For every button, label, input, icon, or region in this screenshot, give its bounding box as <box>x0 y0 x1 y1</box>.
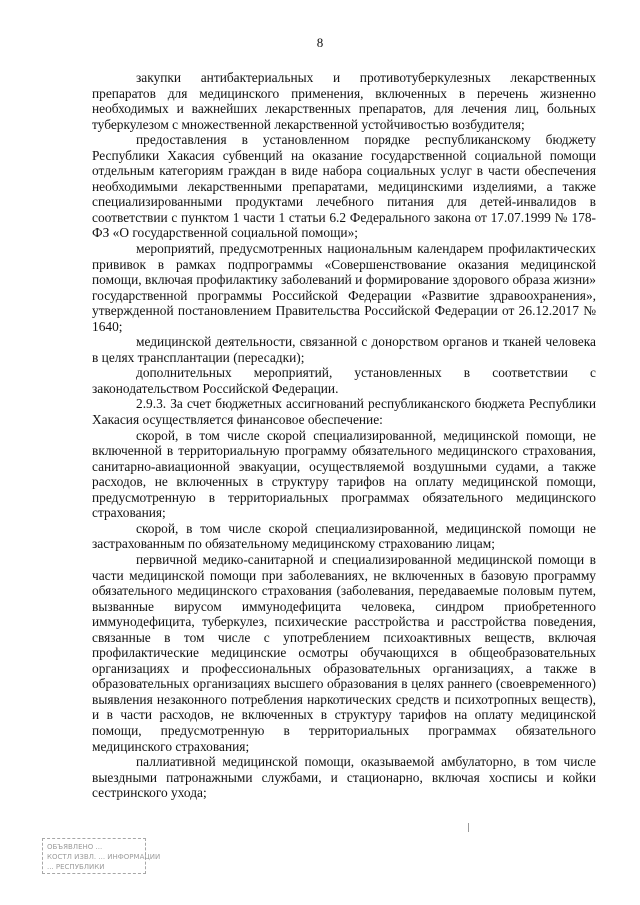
paragraph: медицинской деятельности, связанной с донорством органов и тканей человека в целях трансплантации (пересадки); <box>92 334 596 365</box>
paragraph: 2.9.3. За счет бюджетных ассигнований республиканского бюджета Республики Хакасия осуществляется финансовое обеспечение: <box>92 396 596 428</box>
stamp-line: КОСТЛ ИЗВЛ. ... ИНФОРМАЦИИ <box>47 853 161 861</box>
paragraph: скорой, в том числе скорой специализированной, медицинской помощи не застрахованным по обязательному медицинскому страхованию лицам; <box>92 520 596 552</box>
paragraph: первичной медико-санитарной и специализированной медицинской помощи в части медицинской помощи при заболеваниях, не включенных в базовую программу обязательного медицинского страхования (заболевания, передаваемые половым путем, вызванные вирусом иммунодефицита человека, синдром приобретенного иммунодефицита, туберкулез, психические расстройства и расстройства поведения, связанные в том числе с употреблением психоактивных веществ, включая профилактические медицинские осмотры обучающихся в общеобразовательных организациях и профессиональных образовательных организациях, а также в образовательных организациях высшего образования в целях раннего (своевременного) выявления незаконного потребления наркотических средств и психотропных веществ), и в части расходов, не включенных в структуру тарифов на оплату медицинской помощи, предусмотренную в территориальных программах обязательного медицинского страхования; <box>92 551 596 754</box>
paragraph: предоставления в установленном порядке республиканскому бюджету Республики Хакасия субвенций на оказание государственной социальной помощи отдельным категориям граждан в виде набора социальных услуг в части обеспечения необходимыми лекарственными препаратами, медицинскими изделиями, а также специализированными продуктами лечебного питания для детей-инвалидов в соответствии с пунктом 1 части 1 статьи 6.2 Федерального закона от 17.07.1999 № 178-ФЗ «О государственной социальной помощи»; <box>92 132 596 241</box>
paragraph: паллиативной медицинской помощи, оказываемой амбулаторно, в том числе выездными патронажными службами, и стационарно, включая хосписы и койки сестринского ухода; <box>92 754 596 801</box>
document-body <box>92 70 596 801</box>
stamp-line: ... РЕСПУБЛИКИ <box>47 863 105 871</box>
page-number: 8 <box>316 35 324 50</box>
paragraph: мероприятий, предусмотренных национальным календарем профилактических прививок в рамках подпрограммы «Совершенствование оказания медицинской помощи, включая профилактику заболеваний и формирование здорового образа жизни» государственной программы Российской Федерации «Развитие здравоохранения», утвержденной постановлением Правительства Российской Федерации от 26.12.2017 № 1640; <box>92 241 596 334</box>
paragraph: закупки антибактериальных и противотуберкулезных лекарственных препаратов для медицинского применения, включенных в перечень жизненно необходимых и важнейших лекарственных препаратов, для лечения лиц, больных туберкулезом с множественной лекарственной устойчивостью возбудителя; <box>92 70 596 132</box>
paragraph: скорой, в том числе скорой специализированной, медицинской помощи, не включенной в территориальную программу обязательного медицинского страхования, санитарно-авиационной эвакуации, осуществляемой воздушными судами, а также расходов, не включенных в структуру тарифов на оплату медицинской помощи, предусмотренную в территориальных программах обязательного медицинского страхования; <box>92 427 596 521</box>
scan-mark <box>468 823 469 832</box>
paragraph: дополнительных мероприятий, установленных в соответствии с законодательством Российской Федерации. <box>92 365 596 396</box>
stamp-line: ОБЪЯВЛЕНО ... <box>47 843 103 851</box>
official-stamp <box>42 838 161 874</box>
